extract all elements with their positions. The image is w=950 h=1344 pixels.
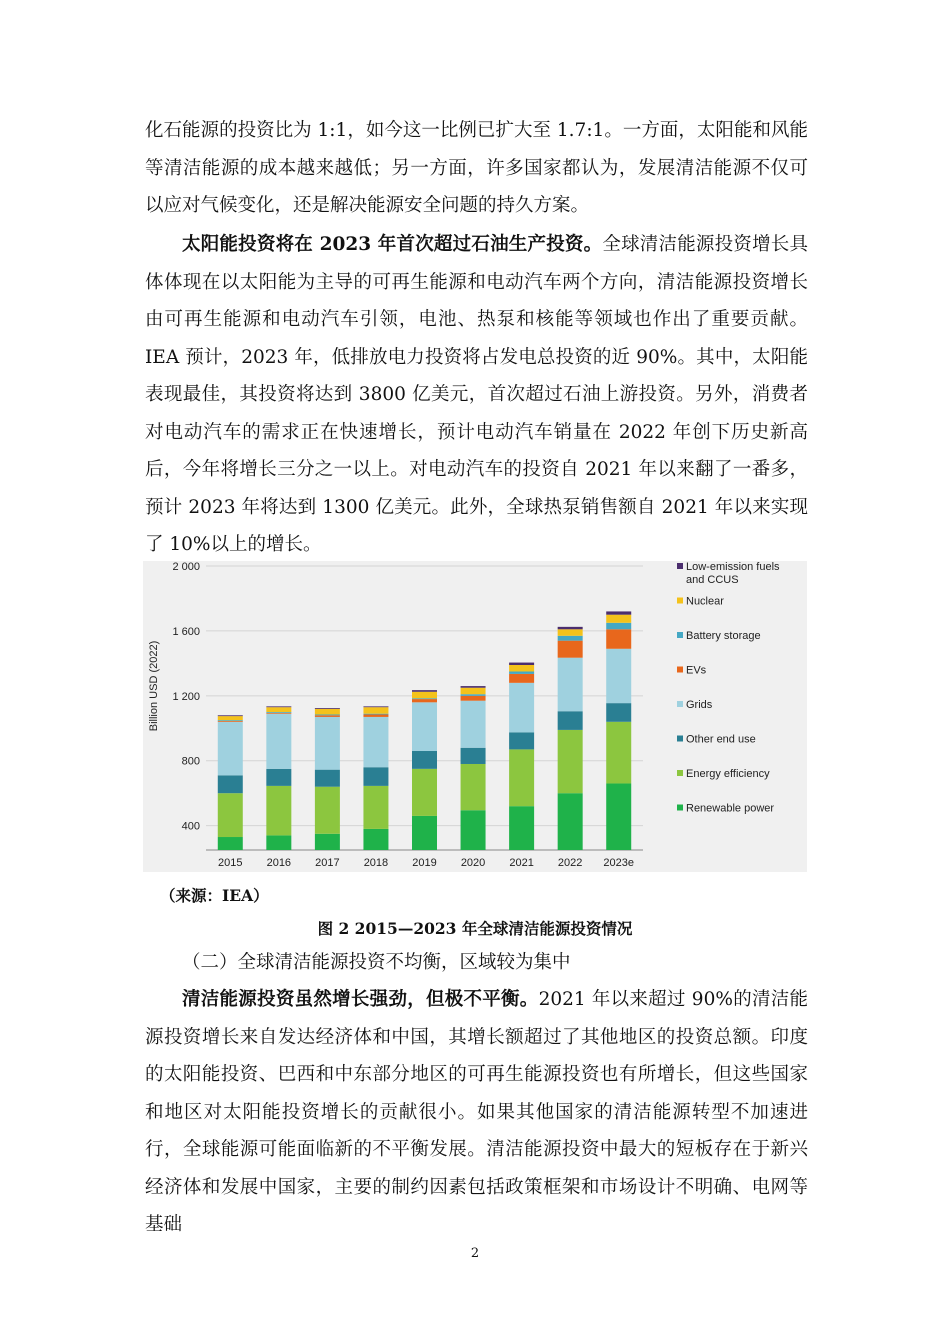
bar-segment bbox=[315, 715, 340, 717]
legend-swatch bbox=[677, 632, 683, 638]
bar-segment bbox=[315, 714, 340, 715]
bar-segment bbox=[509, 749, 534, 806]
x-tick-label: 2016 bbox=[266, 857, 292, 869]
bar-segment bbox=[606, 722, 631, 784]
legend-label: Grids bbox=[686, 699, 713, 711]
bar-segment bbox=[509, 683, 534, 732]
bar-segment bbox=[461, 688, 486, 694]
bar-segment bbox=[412, 769, 437, 816]
bar-segment bbox=[461, 748, 486, 764]
bar-segment bbox=[558, 793, 583, 850]
y-tick-label: 1 200 bbox=[172, 690, 200, 703]
x-tick-label: 2018 bbox=[363, 857, 389, 869]
bar-segment bbox=[461, 764, 486, 810]
bar-segment bbox=[412, 751, 437, 769]
bar-segment bbox=[606, 611, 631, 614]
paragraph-imbalance-body: 2021 年以来超过 90%的清洁能源投资增长来自发达经济体和中国，其增长额超过了其他地区的投资总额。印度的太阳能投资、巴西和中东部分地区的可再生能源投资也有所增长，但这些国家和地区对太阳能投资增长的贡献很小。如果其他国家的清洁能源转型不加速进行，全球能源可能面临新的不平衡发展。清洁能源投资中最大的短板存在于新兴经济体和发展中国家，主要的制约因素包括政策框架和市场设计不明确、电网等基础 bbox=[145, 989, 808, 1235]
bar-segment bbox=[218, 721, 243, 722]
legend-label: Other end use bbox=[686, 733, 756, 746]
bar-segment bbox=[461, 694, 486, 696]
y-axis-label: Billion USD (2022) bbox=[148, 640, 160, 732]
bar-segment bbox=[218, 775, 243, 793]
legend-label: EVs bbox=[686, 664, 707, 677]
legend-label: Energy efficiency bbox=[686, 768, 770, 780]
legend-label: Low-emission fuels bbox=[686, 561, 780, 573]
bar-segment bbox=[558, 641, 583, 658]
bar-segment bbox=[266, 706, 291, 707]
bar-segment bbox=[315, 709, 340, 715]
paragraph-intro: 化石能源的投资比为 1:1，如今这一比例已扩大至 1.7:1。一方面，太阳能和风能等清洁能源的成本越来越低；另一方面，许多国家都认为，发展清洁能源不仅可以应对气候变化，还是解决能源安全问题的持久方案。 bbox=[145, 120, 808, 216]
bar-segment bbox=[266, 769, 291, 786]
bar-segment bbox=[606, 703, 631, 722]
bar-segment bbox=[266, 786, 291, 835]
y-tick-label: 400 bbox=[181, 820, 200, 833]
legend-swatch bbox=[677, 701, 683, 707]
legend-label: Battery storage bbox=[686, 630, 761, 642]
x-tick-label: 2017 bbox=[315, 857, 340, 869]
bar-segment bbox=[315, 770, 340, 787]
bar-segment bbox=[509, 671, 534, 673]
bar-segment bbox=[412, 699, 437, 702]
bar-segment bbox=[558, 629, 583, 635]
bar-segment bbox=[412, 816, 437, 850]
legend-swatch bbox=[677, 598, 683, 604]
bar-segment bbox=[606, 629, 631, 648]
bar-segment bbox=[606, 615, 631, 623]
bar-segment bbox=[606, 649, 631, 703]
source-note: （来源：IEA） bbox=[160, 886, 269, 905]
bar-segment bbox=[266, 714, 291, 769]
bar-segment bbox=[412, 692, 437, 698]
bar-segment bbox=[412, 702, 437, 751]
bar-segment bbox=[266, 835, 291, 850]
bar-segment bbox=[266, 707, 291, 712]
paragraph-solar bbox=[145, 226, 808, 564]
y-tick-label: 2 000 bbox=[172, 561, 200, 573]
bar-segment bbox=[315, 834, 340, 850]
legend-label: and CCUS bbox=[686, 574, 739, 586]
bar-segment bbox=[218, 793, 243, 837]
bar-segment bbox=[509, 674, 534, 683]
bar-segment bbox=[558, 627, 583, 629]
paragraph-solar-lead: 太阳能投资将在 2023 年首次超过石油生产投资。 bbox=[182, 234, 603, 255]
x-tick-label: 2021 bbox=[509, 857, 534, 869]
bar-segment bbox=[218, 837, 243, 850]
bar-segment bbox=[363, 829, 388, 850]
legend-swatch bbox=[677, 736, 683, 742]
bar-segment bbox=[461, 696, 486, 701]
bar-segment bbox=[509, 806, 534, 850]
bar-segment bbox=[363, 717, 388, 767]
bar-segment bbox=[315, 717, 340, 770]
y-tick-label: 1 600 bbox=[172, 625, 200, 638]
bar-segment bbox=[363, 706, 388, 707]
bar-segment bbox=[558, 711, 583, 730]
bar-segment bbox=[412, 690, 437, 692]
bar-segment bbox=[315, 708, 340, 709]
bar-segment bbox=[218, 716, 243, 720]
x-tick-label: 2020 bbox=[460, 857, 486, 869]
figure-caption: 图 2 2015—2023 年全球清洁能源投资情况 bbox=[317, 919, 633, 938]
bar-segment bbox=[266, 712, 291, 713]
section-subheading: （二）全球清洁能源投资不均衡，区域较为集中 bbox=[182, 952, 571, 973]
bar-segment bbox=[363, 767, 388, 786]
bar-segment bbox=[218, 720, 243, 721]
investment-chart bbox=[143, 561, 807, 872]
paragraph-imbalance bbox=[145, 981, 808, 1244]
page-number: 2 bbox=[470, 1246, 480, 1261]
legend-swatch bbox=[677, 805, 683, 811]
legend-swatch bbox=[677, 563, 683, 569]
bar-segment bbox=[606, 783, 631, 850]
bar-segment bbox=[218, 722, 243, 776]
bar-segment bbox=[558, 730, 583, 793]
bar-segment bbox=[266, 713, 291, 714]
bar-segment bbox=[461, 701, 486, 748]
bar-segment bbox=[363, 714, 388, 716]
x-tick-label: 2015 bbox=[218, 857, 243, 869]
bar-segment bbox=[509, 663, 534, 665]
bar-segment bbox=[606, 623, 631, 629]
bar-segment bbox=[412, 698, 437, 699]
bar-segment bbox=[218, 715, 243, 716]
bar-segment bbox=[558, 636, 583, 641]
x-tick-label: 2022 bbox=[557, 857, 583, 869]
bar-segment bbox=[363, 707, 388, 713]
investment-chart-svg bbox=[143, 561, 807, 872]
bar-segment bbox=[461, 686, 486, 688]
x-tick-label: 2023e bbox=[603, 857, 635, 869]
bar-segment bbox=[461, 810, 486, 850]
y-tick-label: 800 bbox=[181, 755, 200, 768]
x-tick-label: 2019 bbox=[412, 857, 437, 869]
legend-swatch bbox=[677, 667, 683, 673]
bar-segment bbox=[509, 732, 534, 749]
paragraph-imbalance-lead: 清洁能源投资虽然增长强劲，但极不平衡。 bbox=[182, 989, 539, 1010]
legend-swatch bbox=[677, 770, 683, 776]
legend-label: Nuclear bbox=[686, 595, 724, 608]
paragraph-solar-body: 全球清洁能源投资增长具体体现在以太阳能为主导的可再生能源和电动汽车两个方向，清洁能源投资增长由可再生能源和电动汽车引领，电池、热泵和核能等领域也作出了重要贡献。IEA 预计，2023 年，低排放电力投资将占发电总投资的近 90%。其中，太阳能表现最佳，其投资将达到 3800 亿美元，首次超过石油上游投资。另外，消费者对电动汽车的需求正在快速增长，预计电动汽车销量在 2022 年创下历史新高后，今年将增长三分之一以上。对电动汽车的投资自 2021 年以来翻了一番多，预计 2023 年将达到 1300 亿美元。此外，全球热泵销售额自 2021 年以来实现了 10%以上的增长。 bbox=[145, 234, 808, 555]
bar-segment bbox=[509, 665, 534, 671]
bar-segment bbox=[363, 714, 388, 715]
legend-label: Renewable power bbox=[686, 802, 775, 815]
bar-segment bbox=[315, 787, 340, 834]
bar-segment bbox=[558, 658, 583, 712]
bar-segment bbox=[363, 786, 388, 829]
